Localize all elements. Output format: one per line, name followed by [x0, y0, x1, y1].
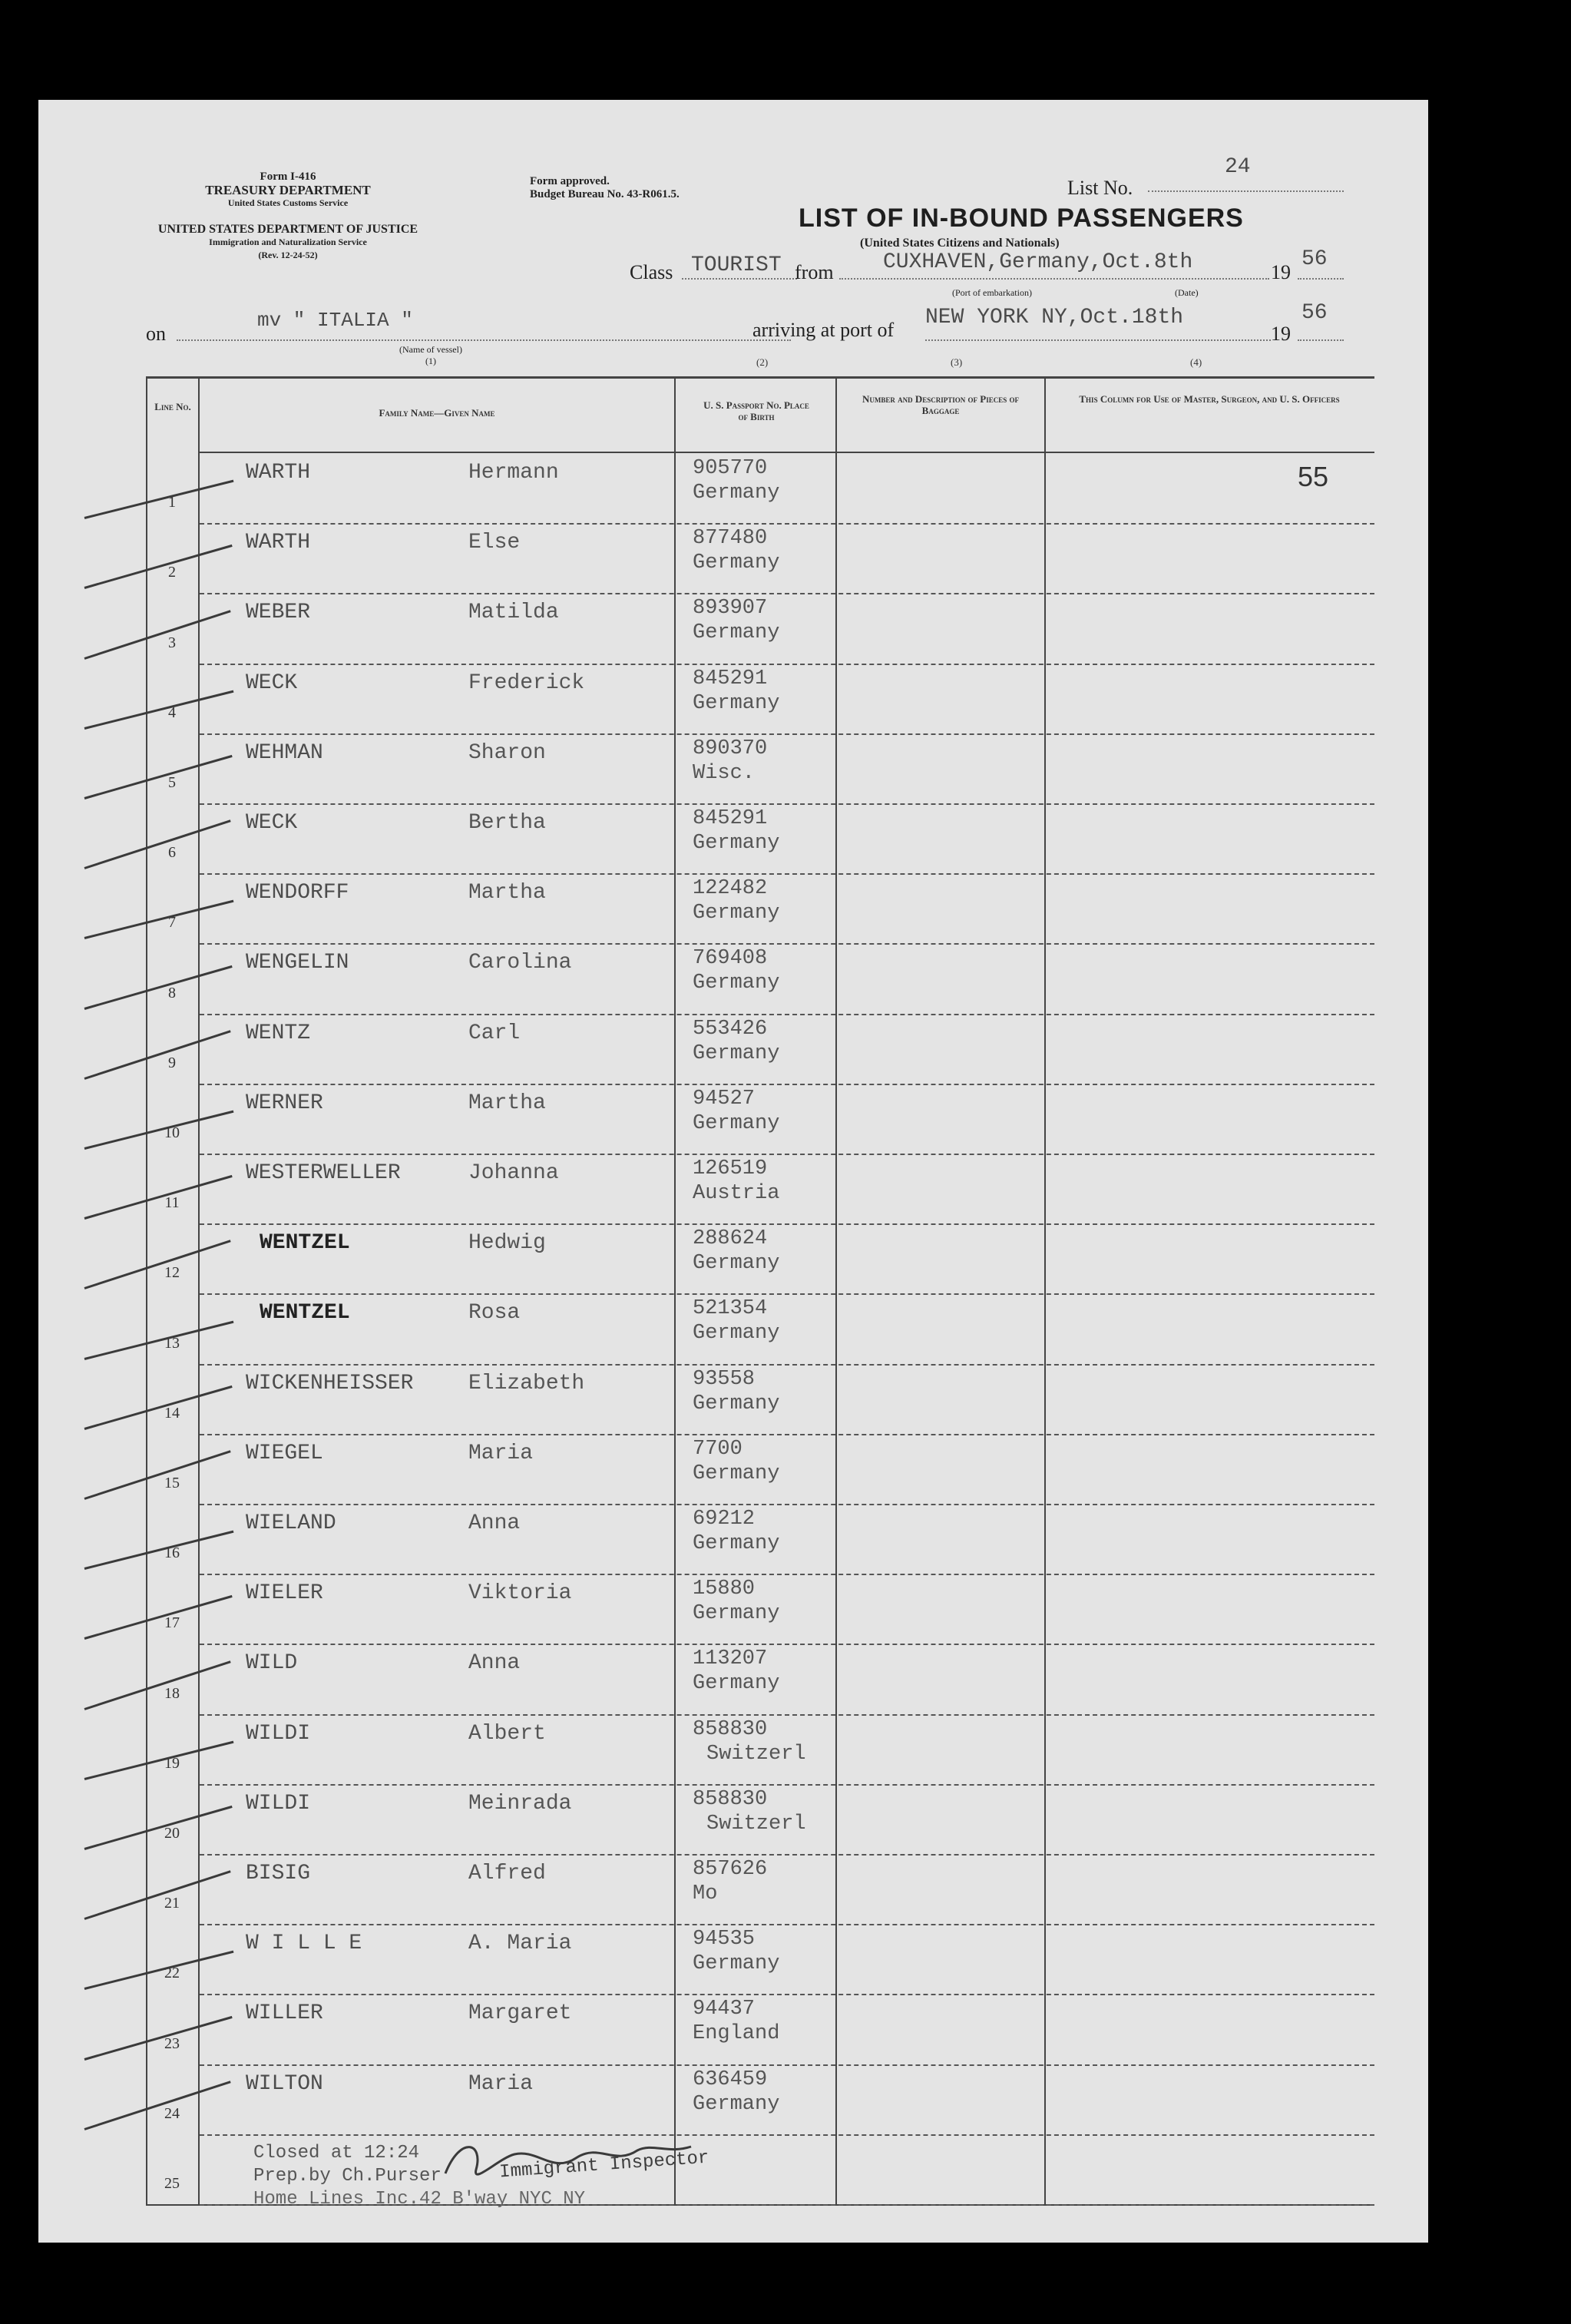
row-line-number: 22: [164, 1965, 180, 1982]
given-name: A. Maria: [468, 1932, 572, 1956]
arrival-line: [925, 339, 1271, 341]
place-of-birth: Germany: [693, 621, 780, 645]
family-name: WENTZEL: [260, 1301, 350, 1326]
family-name: WENTZEL: [260, 1231, 350, 1256]
from-line: [839, 278, 1269, 280]
colhead-name: Family Name—Given Name: [379, 407, 495, 419]
row-separator: [200, 1784, 1374, 1786]
row-line-number: 21: [164, 1895, 180, 1912]
family-name: WILDI: [246, 1721, 311, 1746]
class-line: [682, 278, 797, 280]
check-mark: [84, 1870, 231, 1920]
family-name: WERNER: [246, 1091, 323, 1115]
family-name: WICKENHEISSER: [246, 1371, 414, 1395]
given-name: Margaret: [468, 2001, 572, 2026]
given-name: Alfred: [468, 1862, 546, 1885]
row-separator: [200, 1924, 1374, 1925]
on-label: on: [146, 323, 166, 345]
from-label: from: [795, 261, 834, 283]
check-mark: [84, 1660, 231, 1710]
given-name: Martha: [468, 881, 546, 905]
place-of-birth: Germany: [693, 1532, 780, 1555]
passport-cell: [693, 1507, 779, 1556]
row-line-number: 9: [168, 1054, 176, 1071]
revision-date: (Rev. 12-24-52): [258, 250, 318, 260]
year-line-2: [1298, 339, 1344, 341]
family-name: WECK: [246, 670, 298, 695]
family-name: WILD: [246, 1651, 298, 1676]
row-separator: [200, 1223, 1374, 1225]
justice-department: UNITED STATES DEPARTMENT OF JUSTICE: [157, 223, 418, 236]
given-name: Maria: [468, 1441, 534, 1465]
row-line-number: 17: [164, 1614, 180, 1632]
form-id-block: [180, 170, 395, 210]
row-line-number: 5: [168, 774, 176, 791]
closed-note: Closed at 12:24: [253, 2143, 420, 2163]
list-no-label: List No.: [1067, 177, 1133, 199]
signature: [438, 2127, 714, 2197]
passport-number: 877480: [693, 527, 768, 551]
row-separator: [200, 1293, 1374, 1295]
family-name: WIELAND: [246, 1511, 336, 1535]
table-left-border: [146, 376, 147, 2204]
place-of-birth: Germany: [693, 1252, 780, 1276]
row-line-number: 6: [168, 844, 176, 862]
given-name: Else: [468, 531, 521, 555]
given-name: Martha: [468, 1091, 546, 1115]
row-line-number: 20: [164, 1825, 180, 1842]
inspector-stamp: Immigrant Inspector: [498, 2147, 710, 2183]
colhead-passport: U. S. Passport No. Place of Birth: [703, 399, 809, 422]
family-name: WECK: [246, 811, 298, 835]
row-separator: [200, 1154, 1374, 1155]
given-name: Carl: [468, 1021, 521, 1045]
family-name: WARTH: [246, 531, 311, 555]
family-name: WEBER: [246, 601, 311, 625]
row-separator: [200, 2064, 1374, 2066]
colhead-officers: This Column for Use of Master, Surgeon, and U. S. Officers: [1079, 393, 1340, 405]
given-name: Anna: [468, 1651, 521, 1676]
passport-cell: [693, 946, 779, 995]
check-mark: [84, 900, 234, 939]
passport-cell: [693, 2067, 779, 2117]
vessel-name: mv " ITALIA ": [257, 309, 413, 332]
check-mark: [84, 1531, 234, 1570]
form-number: Form I-416: [260, 170, 316, 183]
row-separator: [200, 733, 1374, 735]
check-mark: [84, 1111, 234, 1150]
place-of-birth: Germany: [693, 1111, 780, 1135]
passport-number: 94535: [693, 1928, 756, 1952]
passport-number: 893907: [693, 597, 768, 621]
vessel-caption: (Name of vessel): [399, 344, 462, 355]
line-no-divider: [198, 376, 200, 2204]
passport-cell: [693, 1087, 779, 1136]
passport-cell: [693, 1787, 806, 1836]
passport-cell: [693, 876, 779, 925]
row-separator: [200, 1504, 1374, 1505]
check-mark: [84, 1240, 231, 1290]
row-line-number: 1: [168, 494, 176, 511]
row-separator: [200, 1574, 1374, 1575]
passport-cell: [693, 1437, 779, 1486]
passport-number: 69212: [693, 1508, 756, 1531]
year-prefix-2: 19: [1271, 323, 1291, 345]
approval-block: [530, 175, 680, 201]
passport-cell: [693, 1296, 779, 1346]
check-mark: [84, 1030, 231, 1080]
passport-cell: [693, 1717, 806, 1766]
row-line-number: 15: [164, 1475, 180, 1491]
passport-number: 93558: [693, 1367, 756, 1391]
place-of-birth: Germany: [693, 1041, 780, 1065]
place-of-birth: Germany: [693, 902, 780, 925]
vessel-line: [177, 339, 791, 341]
family-name: WESTERWELLER: [246, 1161, 401, 1185]
place-of-birth: Germany: [693, 551, 780, 575]
family-name: WEHMAN: [246, 740, 323, 765]
given-name: Hermann: [468, 461, 559, 485]
place-of-birth: Germany: [693, 2092, 780, 2116]
year-line-1: [1298, 278, 1344, 280]
place-of-birth: Austria: [693, 1182, 780, 1205]
justice-block: [146, 223, 430, 262]
place-of-birth: Mo: [693, 1882, 718, 1905]
passport-cell: [693, 1927, 779, 1976]
given-name: Meinrada: [468, 1791, 572, 1816]
row-separator: [200, 1994, 1374, 1995]
place-of-birth: Switzerl: [706, 1742, 806, 1766]
row-line-number: 10: [164, 1124, 180, 1141]
name-divider: [674, 376, 676, 2204]
passport-number: 845291: [693, 807, 768, 830]
passport-number: 905770: [693, 457, 768, 480]
place-of-birth: Germany: [693, 1462, 780, 1485]
passport-cell: [693, 737, 767, 786]
home-lines-address: Home Lines Inc.42 B'way NYC NY: [253, 2189, 586, 2210]
check-mark: [84, 1320, 234, 1359]
place-of-birth: Germany: [693, 1392, 780, 1415]
prepared-by: Prep.by Ch.Purser: [253, 2166, 442, 2187]
passport-number: 94527: [693, 1087, 756, 1111]
row-separator: [200, 593, 1374, 594]
family-name: WENDORFF: [246, 881, 349, 905]
passport-cell: [693, 806, 779, 856]
check-mark: [84, 1740, 234, 1779]
row-separator: [200, 943, 1374, 945]
port-embarkation-caption: (Port of embarkation): [952, 287, 1032, 298]
date-caption: (Date): [1175, 287, 1199, 298]
ins-service: Immigration and Naturalization Service: [209, 237, 367, 247]
passport-number: 521354: [693, 1297, 768, 1321]
row-separator: [200, 1084, 1374, 1085]
passport-number: 553426: [693, 1017, 768, 1041]
colhead-baggage: Number and Description of Pieces of Baggage: [862, 393, 1019, 416]
check-mark: [84, 1595, 233, 1640]
row-separator: [200, 873, 1374, 875]
given-name: Frederick: [468, 670, 585, 695]
check-mark: [84, 2016, 233, 2061]
given-name: Hedwig: [468, 1231, 546, 1256]
class-value: TOURIST: [691, 253, 782, 277]
row-line-number: 13: [164, 1334, 180, 1352]
passport-number: 15880: [693, 1577, 756, 1601]
row-line-number: 16: [164, 1544, 180, 1562]
arriving-label: arriving at port of: [752, 319, 895, 341]
check-mark: [84, 690, 234, 729]
passport-number: 126519: [693, 1157, 768, 1180]
passport-number: 7700: [693, 1437, 743, 1461]
passport-number: 890370: [693, 737, 768, 760]
passport-number: 858830: [693, 1787, 768, 1811]
family-name: WILLER: [246, 2001, 323, 2026]
place-of-birth: Germany: [693, 1602, 780, 1626]
check-mark: [84, 1175, 233, 1220]
family-name: WIEGEL: [246, 1441, 323, 1465]
document-sheet: [38, 100, 1428, 2243]
officer-note: 55: [1298, 461, 1329, 492]
row-line-number: 14: [164, 1404, 180, 1422]
row-separator: [200, 523, 1374, 525]
passport-number: 122482: [693, 877, 768, 901]
row-line-number: 18: [164, 1684, 180, 1702]
year-value-1: 56: [1301, 247, 1328, 271]
page-subtitle: (United States Citizens and Nationals): [860, 237, 1060, 250]
given-name: Johanna: [468, 1161, 559, 1185]
passport-number: 858830: [693, 1717, 768, 1741]
row-line-number: 11: [164, 1194, 180, 1212]
check-mark: [84, 819, 231, 869]
place-of-birth: Germany: [693, 1672, 780, 1696]
check-mark: [84, 480, 234, 519]
year-value-2: 56: [1301, 301, 1328, 325]
row-separator: [200, 1854, 1374, 1856]
passport-number: 845291: [693, 667, 768, 690]
row-line-number: 12: [164, 1264, 180, 1282]
passport-cell: [693, 596, 779, 645]
family-name: W I L L E: [246, 1932, 362, 1956]
passport-cell: [693, 1157, 779, 1206]
passport-cell: [693, 1647, 779, 1696]
passport-cell: [693, 1227, 779, 1276]
family-name: WIELER: [246, 1581, 323, 1606]
passport-number: 769408: [693, 947, 768, 971]
place-of-birth: Germany: [693, 691, 780, 715]
page-title: LIST OF IN-BOUND PASSENGERS: [799, 204, 1244, 233]
family-name: WARTH: [246, 461, 311, 485]
given-name: Viktoria: [468, 1581, 572, 1606]
check-mark: [84, 610, 231, 660]
col-number-2: (2): [756, 356, 769, 368]
row-line-number: 8: [168, 984, 176, 1001]
from-value: CUXHAVEN,Germany,Oct.8th: [883, 250, 1193, 274]
row-separator: [200, 1014, 1374, 1015]
check-mark: [84, 1385, 233, 1430]
place-of-birth: Germany: [693, 1952, 780, 1976]
given-name: Rosa: [468, 1301, 521, 1326]
passport-cell: [693, 1017, 779, 1066]
given-name: Anna: [468, 1511, 521, 1535]
place-of-birth: Germany: [693, 972, 780, 995]
check-mark: [84, 1806, 233, 1850]
place-of-birth: Wisc.: [693, 761, 756, 785]
given-name: Albert: [468, 1721, 546, 1746]
row-separator: [200, 803, 1374, 805]
family-name: WILTON: [246, 2071, 323, 2096]
passport-number: 636459: [693, 2067, 768, 2091]
row-separator: [200, 1364, 1374, 1366]
form-approved: Form approved.: [530, 175, 610, 187]
family-name: WENTZ: [246, 1021, 311, 1045]
col-number-4: (4): [1190, 356, 1202, 368]
list-no-value: 24: [1225, 155, 1251, 179]
family-name: WILDI: [246, 1791, 311, 1816]
check-mark: [84, 755, 233, 799]
col-number-1: (1): [425, 356, 436, 366]
passport-number: 113207: [693, 1647, 768, 1671]
row-line-number: 3: [168, 634, 176, 651]
row-line-number: 19: [164, 1754, 180, 1772]
passport-cell: [693, 1577, 779, 1626]
check-mark: [84, 1450, 231, 1500]
row-line-number: 7: [168, 914, 176, 932]
row-separator: [200, 664, 1374, 665]
list-no-line: [1148, 190, 1344, 192]
budget-bureau: Budget Bureau No. 43-R061.5.: [530, 188, 680, 200]
row-line-number: 23: [164, 2034, 180, 2052]
passport-number: 288624: [693, 1227, 768, 1251]
table-top-border: [146, 376, 1374, 379]
passport-cell: [693, 456, 779, 505]
place-of-birth: England: [693, 2022, 780, 2046]
passport-number: 857626: [693, 1858, 768, 1881]
family-name: WENGELIN: [246, 951, 349, 975]
row-line-number: 25: [164, 2175, 180, 2192]
family-name: BISIG: [246, 1862, 311, 1885]
given-name: Bertha: [468, 811, 546, 835]
vessel-caption-block: [399, 344, 462, 367]
customs-service: United States Customs Service: [227, 197, 349, 208]
place-of-birth: Germany: [693, 1322, 780, 1346]
header-bottom-line: [200, 452, 1374, 453]
given-name: Carolina: [468, 951, 572, 975]
check-mark: [84, 965, 233, 1010]
row-line-number: 24: [164, 2104, 180, 2122]
check-mark: [84, 1951, 234, 1990]
row-separator: [200, 1434, 1374, 1435]
given-name: Matilda: [468, 601, 559, 625]
passport-number: 94437: [693, 1998, 756, 2021]
col-number-3: (3): [951, 356, 963, 368]
passport-cell: [693, 1367, 779, 1416]
place-of-birth: Switzerl: [706, 1812, 806, 1836]
given-name: Elizabeth: [468, 1371, 585, 1395]
year-prefix-1: 19: [1271, 261, 1291, 283]
passport-cell: [693, 1857, 767, 1906]
place-of-birth: Germany: [693, 832, 780, 855]
place-of-birth: Germany: [693, 482, 780, 505]
class-label: Class: [630, 261, 673, 283]
row-line-number: 2: [168, 564, 176, 581]
given-name: Maria: [468, 2071, 534, 2096]
passport-cell: [693, 526, 779, 575]
baggage-divider: [1044, 376, 1046, 2204]
row-line-number: 4: [168, 703, 176, 721]
passport-divider: [835, 376, 837, 2204]
check-mark: [84, 545, 233, 589]
passport-cell: [693, 1997, 779, 2046]
passport-cell: [693, 667, 779, 716]
row-separator: [200, 1714, 1374, 1716]
given-name: Sharon: [468, 740, 546, 765]
colhead-line-no: Line No.: [154, 401, 191, 412]
check-mark: [84, 2081, 231, 2130]
arrival-port-value: NEW YORK NY,Oct.18th: [925, 306, 1184, 329]
row-separator: [200, 1644, 1374, 1645]
treasury-department: TREASURY DEPARTMENT: [205, 183, 371, 197]
row-separator: [200, 2134, 1374, 2136]
